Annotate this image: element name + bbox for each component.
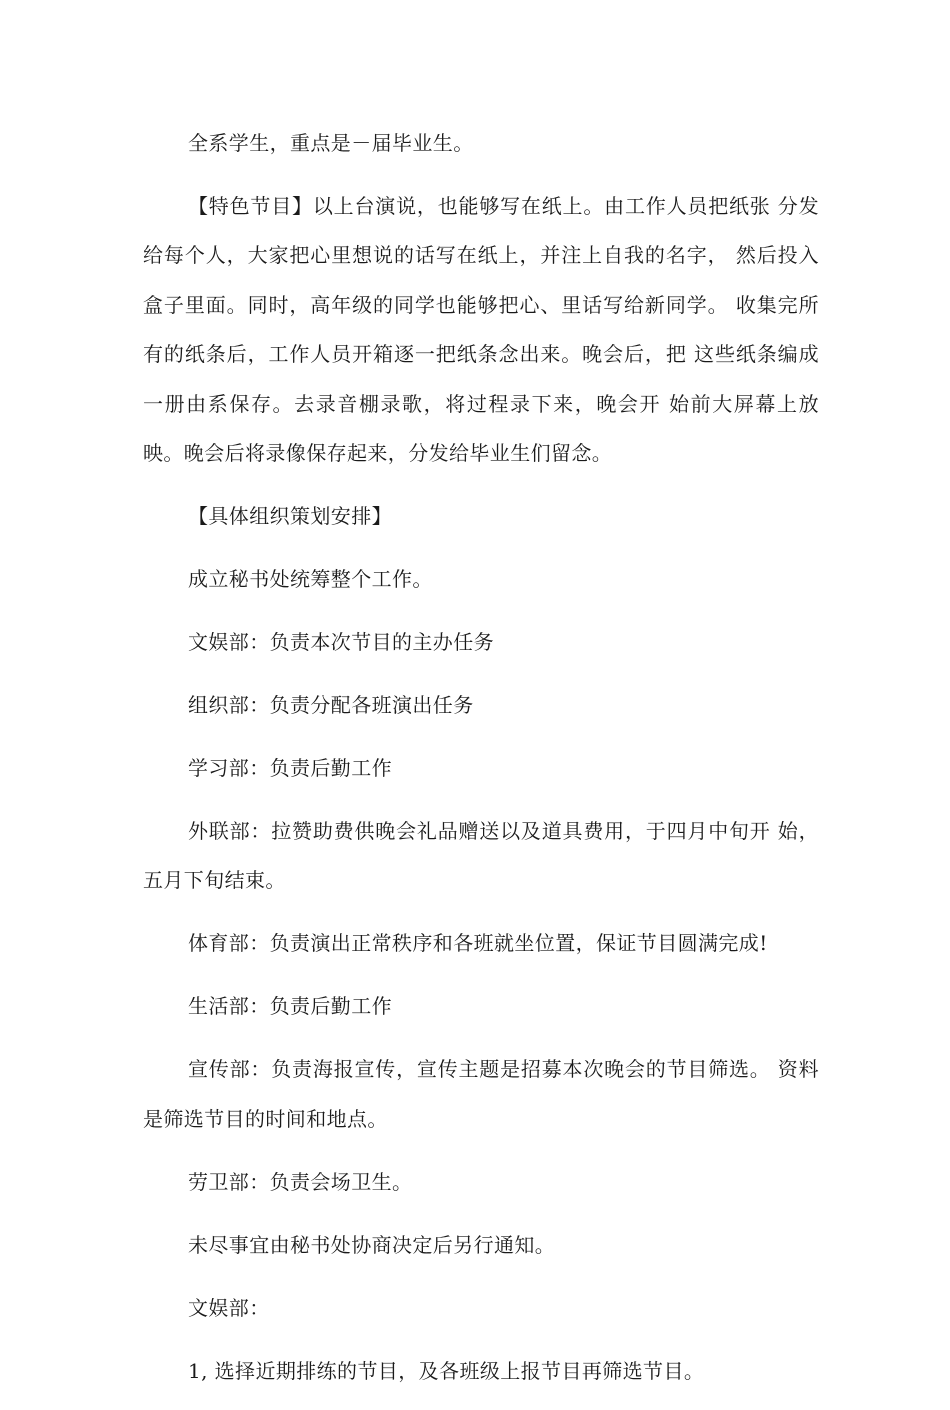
paragraph-study-dept: 学习部：负责后勤工作 — [188, 756, 392, 781]
paragraph-publicity-dept: 宣传部：负责海报宣传，宣传主题是招募本次晚会的节目筛选。 资料是筛选节目的时间和地点。 — [143, 1057, 819, 1131]
paragraph-audience: 全系学生，重点是－届毕业生。 — [188, 131, 474, 155]
paragraph-entertainment-dept: 文娱部：负责本次节目的主办任务 — [188, 630, 494, 655]
paragraph-sports-dept: 体育部：负责演出正常秩序和各班就坐位置，保证节目圆满完成! — [188, 931, 768, 956]
paragraph-labor-dept: 劳卫部：负责会场卫生。 — [188, 1169, 413, 1194]
paragraph-special-program: 【特色节目】以上台演说，也能够写在纸上。由工作人员把纸张 分发给每个人，大家把心里想说的话写在纸上，并注上自我的名字， 然后投入盒子里面。同时，高年级的同学也能够把心、里话写给新同学。 收集完所有的纸条后，工作人员开箱逐一把纸条念出来。晚会后，把 这些纸条编成一册由系保存。去录音棚录歌，将过程录下来，晚会开 始前大屏幕上放映。晚会后将录像保存起来，分发给毕业生们留念。 — [143, 194, 819, 466]
paragraph-organization-dept: 组织部：负责分配各班演出任务 — [188, 693, 474, 718]
paragraph-external-dept: 外联部：拉赞助费供晚会礼品赠送以及道具费用，于四月中旬开 始，五月下旬结束。 — [143, 819, 819, 893]
paragraph-life-dept: 生活部：负责后勤工作 — [188, 994, 392, 1019]
paragraph-entertainment-heading: 文娱部： — [188, 1295, 270, 1320]
document-body — [143, 119, 819, 1410]
paragraph-secretariat: 成立秘书处统筹整个工作。 — [188, 567, 433, 592]
list-item-1: 1, 选择近期排练的节目，及各班级上报节目再筛选节目。 — [188, 1358, 705, 1383]
paragraph-other-matters: 未尽事宜由秘书处协商决定后另行通知。 — [188, 1232, 556, 1257]
section-heading-arrangement: 【具体组织策划安排】 — [188, 504, 392, 529]
